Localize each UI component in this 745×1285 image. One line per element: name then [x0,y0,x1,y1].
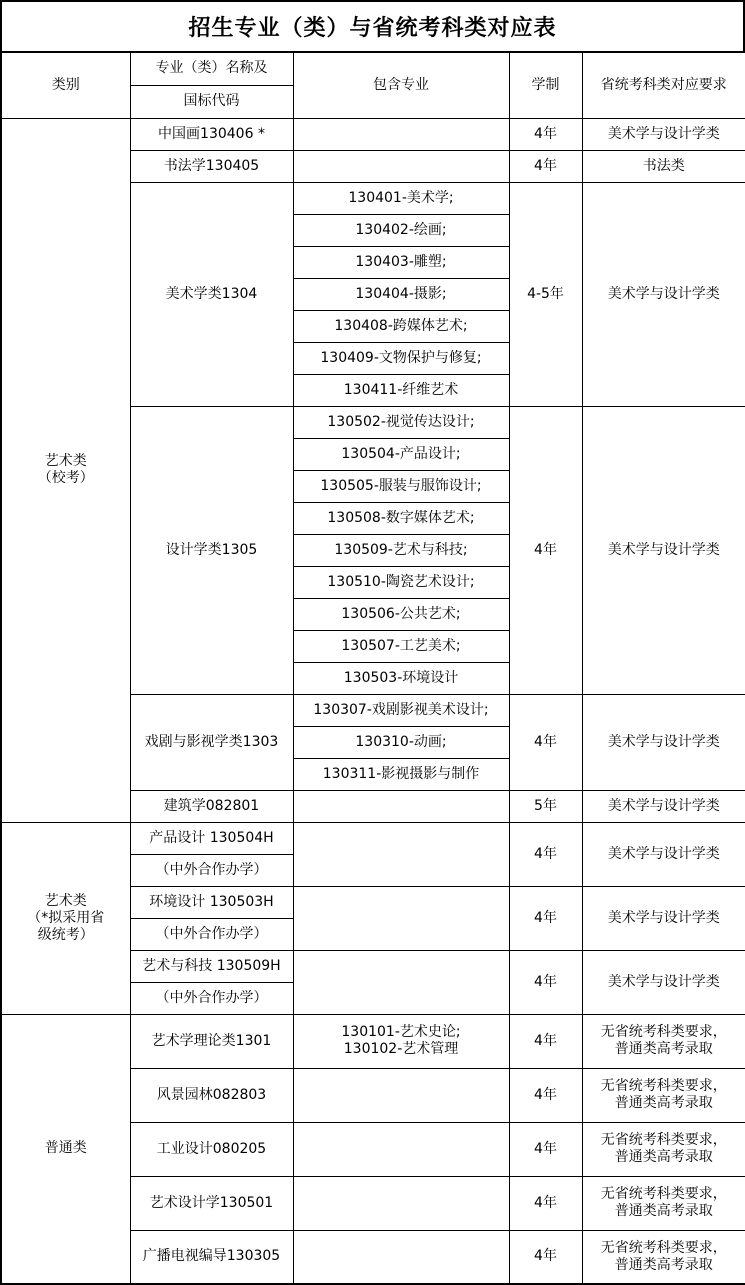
included-majors [293,150,509,182]
requirement: 无省统考科类要求， 普通类高考录取 [582,1230,745,1284]
duration: 4年 [509,1068,582,1122]
duration: 4年 [509,950,582,1014]
major-name: 环境设计 130503H [130,886,293,918]
duration: 4年 [509,1014,582,1068]
duration: 4年 [509,150,582,182]
sub-major: 130404-摄影; [293,278,509,310]
sub-major: 130411-纤维艺术 [293,374,509,406]
requirement: 美术学与设计学类 [582,118,745,150]
sub-major: 130311-影视摄影与制作 [293,758,509,790]
requirement: 美术学与设计学类 [582,822,745,886]
sub-major: 130503-环境设计 [293,662,509,694]
sub-major: 130502-视觉传达设计; [293,406,509,438]
duration: 4年 [509,886,582,950]
duration: 4年 [509,118,582,150]
page-title: 招生专业（类）与省统考科类对应表 [0,0,745,53]
sub-major: 130402-绘画; [293,214,509,246]
included-majors [293,790,509,822]
sub-major: 130508-数字媒体艺术; [293,502,509,534]
table-row [1,822,745,854]
major-name: 建筑学082801 [130,790,293,822]
sub-major: 130509-艺术与科技; [293,534,509,566]
duration: 4年 [509,1122,582,1176]
requirement: 无省统考科类要求， 普通类高考录取 [582,1122,745,1176]
sub-major: 130506-公共艺术; [293,598,509,630]
major-name: 艺术与科技 130509H [130,950,293,982]
header-major-line2: 国标代码 [130,85,293,118]
major-note: （中外合作办学） [130,982,293,1014]
duration: 4年 [509,1230,582,1284]
included-majors [293,1068,509,1122]
major-name: 中国画130406 * [130,118,293,150]
admission-table [0,51,745,1285]
requirement: 无省统考科类要求， 普通类高考录取 [582,1014,745,1068]
major-note: （中外合作办学） [130,918,293,950]
requirement: 美术学与设计学类 [582,950,745,1014]
header-requirement: 省统考科类对应要求 [582,52,745,118]
included-majors: 130101-艺术史论; 130102-艺术管理 [293,1014,509,1068]
included-majors [293,1176,509,1230]
header-duration: 学制 [509,52,582,118]
major-name: 设计学类1305 [130,406,293,694]
requirement: 美术学与设计学类 [582,182,745,406]
sub-major: 130307-戏剧影视美术设计; [293,694,509,726]
duration: 4年 [509,406,582,694]
duration: 4-5年 [509,182,582,406]
sub-major: 130403-雕塑; [293,246,509,278]
duration: 4年 [509,822,582,886]
major-name: 美术学类1304 [130,182,293,406]
included-majors [293,1230,509,1284]
requirement: 书法类 [582,150,745,182]
requirement: 无省统考科类要求， 普通类高考录取 [582,1176,745,1230]
duration: 5年 [509,790,582,822]
header-includes: 包含专业 [293,52,509,118]
major-name: 书法学130405 [130,150,293,182]
included-majors [293,950,509,1014]
requirement: 无省统考科类要求， 普通类高考录取 [582,1068,745,1122]
included-majors [293,822,509,886]
sub-major: 130310-动画; [293,726,509,758]
sub-major: 130507-工艺美术; [293,630,509,662]
sub-major: 130408-跨媒体艺术; [293,310,509,342]
duration: 4年 [509,694,582,790]
major-name: 艺术学理论类1301 [130,1014,293,1068]
major-name: 戏剧与影视学类1303 [130,694,293,790]
major-note: （中外合作办学） [130,854,293,886]
sub-major: 130510-陶瓷艺术设计; [293,566,509,598]
requirement: 美术学与设计学类 [582,694,745,790]
included-majors [293,1122,509,1176]
table-row [1,1014,745,1068]
sub-major: 130401-美术学; [293,182,509,214]
included-majors [293,118,509,150]
included-majors [293,886,509,950]
group-art-province: 艺术类 （*拟采用省 级统考） [1,822,130,1014]
major-name: 工业设计080205 [130,1122,293,1176]
major-name: 广播电视编导130305 [130,1230,293,1284]
sub-major: 130409-文物保护与修复; [293,342,509,374]
header-category: 类别 [1,52,130,118]
major-name: 艺术设计学130501 [130,1176,293,1230]
sub-major: 130504-产品设计; [293,438,509,470]
sub-major: 130505-服装与服饰设计; [293,470,509,502]
header-major-line1: 专业（类）名称及 [130,52,293,85]
major-name: 风景园林082803 [130,1068,293,1122]
group-art-school: 艺术类 （校考） [1,118,130,822]
table-row [1,118,745,150]
requirement: 美术学与设计学类 [582,406,745,694]
duration: 4年 [509,1176,582,1230]
group-general: 普通类 [1,1014,130,1284]
requirement: 美术学与设计学类 [582,790,745,822]
requirement: 美术学与设计学类 [582,886,745,950]
major-name: 产品设计 130504H [130,822,293,854]
header-row [1,52,745,85]
